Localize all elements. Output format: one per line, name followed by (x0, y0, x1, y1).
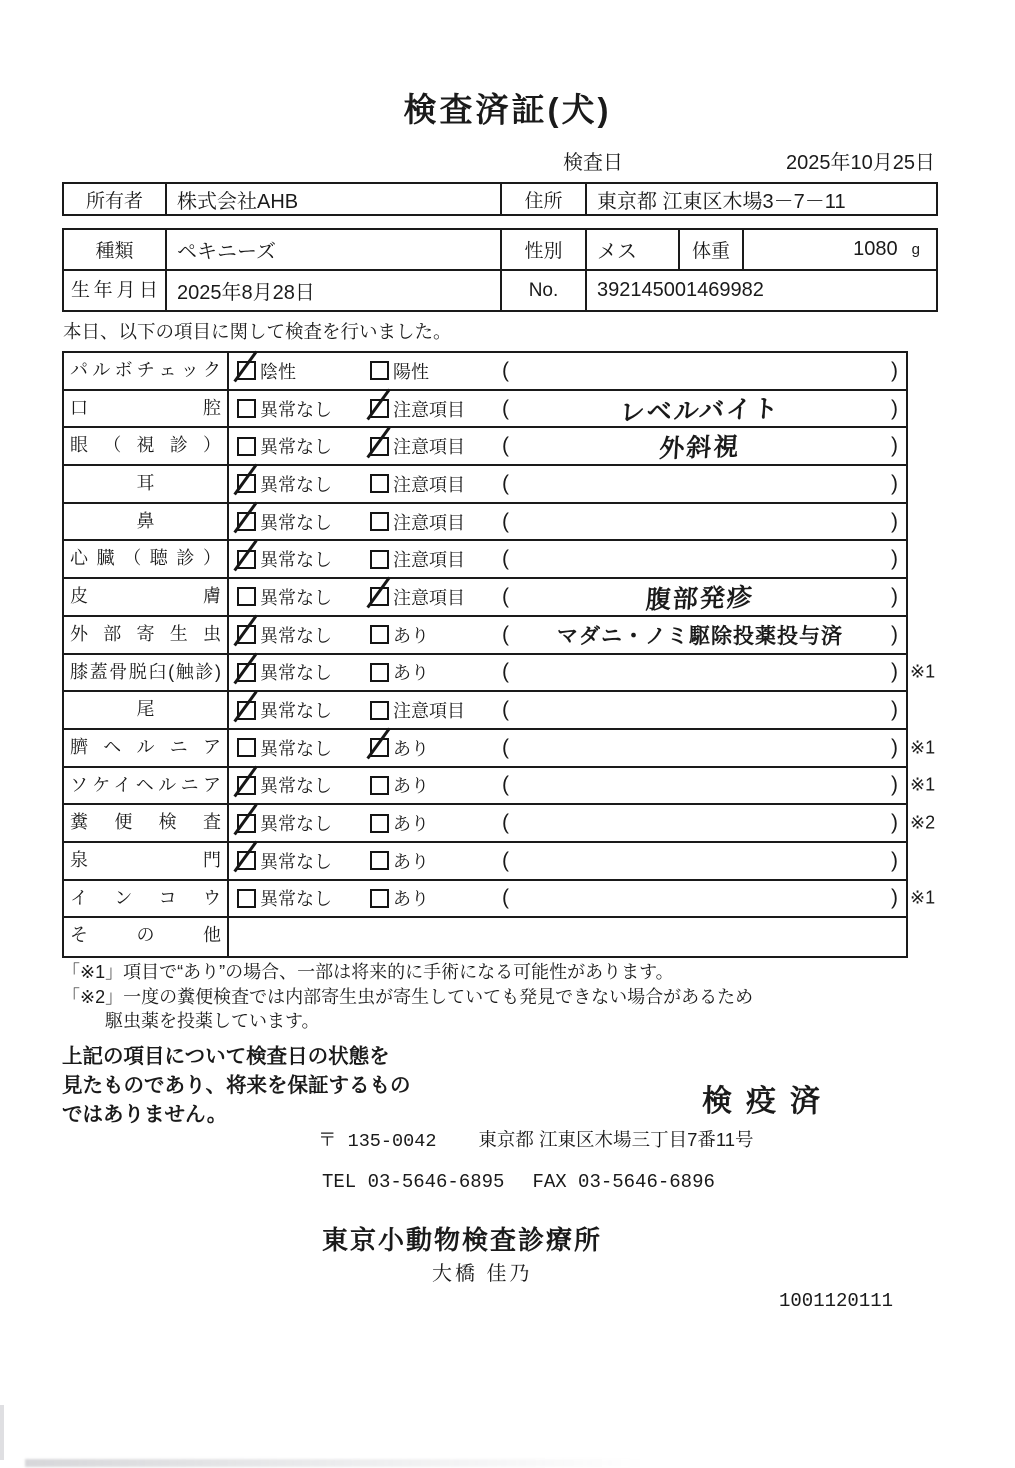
birth-label (64, 271, 167, 310)
checkbox-icon (370, 814, 389, 833)
finding-parens: ( レベルバイト ) (502, 391, 906, 427)
checkbox-icon (370, 587, 389, 606)
finding-parens: ( ) (502, 848, 898, 872)
option-normal: 異常なし (237, 848, 370, 874)
finding-note: 腹部発疹 (645, 583, 755, 615)
birth-label-text: 生年月日 (71, 279, 158, 301)
finding-parens: ( ) (502, 471, 898, 495)
weight-value: 1080 (853, 238, 898, 260)
tel-fax-row (322, 1171, 715, 1193)
finding-parens: ( ) (502, 358, 898, 382)
option-normal: 異常なし (237, 584, 370, 610)
exam-item-label: その他 (64, 918, 229, 956)
option-caution: 注意項目 (370, 396, 502, 422)
checkbox-icon (370, 512, 389, 531)
option-normal: 異常なし (237, 509, 370, 535)
table-row-parvo (64, 353, 906, 391)
option-present: あり (370, 772, 502, 798)
table-row-umbilical-hernia (64, 730, 936, 768)
disclaimer-line-3: ではありません。 (62, 1103, 228, 1126)
option-present: あり (370, 885, 502, 911)
checkbox-icon (237, 738, 256, 757)
clinic-address: 東京都 江東区木場三丁目7番11号 (478, 1129, 754, 1150)
checkbox-icon (237, 814, 256, 833)
pet-row-birth (64, 271, 936, 310)
finding-parens: ( 外斜視 ) (502, 428, 906, 464)
table-row-other (64, 918, 906, 956)
exam-item-label: 眼（視診） (64, 428, 229, 464)
exam-date-value: 2025年10月25日 (786, 152, 935, 174)
birth-value: 2025年8月28日 (167, 271, 502, 310)
no-value: 392145001469982 (597, 279, 764, 301)
table-row-inkou (64, 881, 936, 919)
checkbox-icon (370, 851, 389, 870)
option-caution: 注意項目 (370, 471, 502, 497)
disclaimer-statement (62, 1042, 411, 1129)
disclaimer-line-2: 見たものであり、将来を保証するもの (62, 1074, 411, 1097)
option-present: あり (370, 735, 502, 761)
disclaimer-line-1: 上記の項目について検査日の状態を (62, 1045, 390, 1068)
scan-artifact-left (0, 1405, 4, 1460)
checkbox-icon (237, 437, 256, 456)
address-label: 住所 (502, 184, 587, 214)
pet-row-breed (64, 230, 936, 271)
footnote-2-cont: 駆虫薬を投薬しています。 (105, 1011, 320, 1031)
checkbox-icon (370, 550, 389, 569)
owner-info-box (62, 182, 938, 216)
table-row-eyes (64, 428, 906, 466)
exam-item-label: 糞便検査 (64, 805, 229, 841)
checkbox-icon (237, 474, 256, 493)
exam-item-label: 臍ヘルニア (64, 730, 229, 766)
footnote-ref: ※1 (910, 774, 936, 795)
exam-item-label: 耳 (64, 466, 229, 502)
finding-parens: ( ) (502, 886, 898, 910)
checkbox-icon (237, 625, 256, 644)
sex-label: 性別 (502, 230, 587, 269)
checkbox-icon (237, 701, 256, 720)
exam-item-label: インコウ (64, 881, 229, 917)
table-row-parasites (64, 617, 906, 655)
breed-label: 種類 (64, 230, 167, 269)
weight-label: 体重 (680, 230, 744, 269)
checkbox-icon (370, 776, 389, 795)
table-row-patella (64, 655, 936, 693)
checkbox-icon (370, 361, 389, 380)
option-present: あり (370, 622, 502, 648)
finding-parens: ( ) (502, 735, 898, 759)
checkbox-icon (237, 399, 256, 418)
option-negative: 陰性 (237, 358, 370, 384)
checkbox-icon (370, 399, 389, 418)
footnote-2: 「※2」一度の糞便検査では内部寄生虫が寄生していても発見できない場合があるため (62, 986, 754, 1007)
address-value: 東京都 江東区木場3－7－11 (597, 190, 846, 213)
table-row-nose (64, 504, 906, 542)
checkbox-icon (237, 663, 256, 682)
option-caution: 注意項目 (370, 697, 502, 723)
exam-date-row (563, 146, 935, 175)
page-title: 検査済証(犬) (403, 91, 612, 128)
option-normal: 異常なし (237, 396, 370, 422)
checkbox-icon (370, 437, 389, 456)
table-row-mouth (64, 391, 906, 429)
footnote-ref: ※1 (910, 887, 936, 908)
finding-parens: ( ) (502, 698, 898, 722)
option-normal: 異常なし (237, 659, 370, 685)
finding-parens: ( ) (502, 547, 898, 571)
table-row-ears (64, 466, 906, 504)
option-normal: 異常なし (237, 885, 370, 911)
option-normal: 異常なし (237, 772, 370, 798)
weight-cell (744, 230, 936, 269)
checkbox-icon (370, 701, 389, 720)
owner-label: 所有者 (64, 184, 167, 214)
exam-item-label: 泉門 (64, 843, 229, 879)
checkbox-icon (370, 474, 389, 493)
exam-item-label: 尾 (64, 692, 229, 728)
exam-item-label: 心臓（聴診） (64, 541, 229, 577)
checkbox-icon (237, 587, 256, 606)
checkbox-icon (370, 663, 389, 682)
exam-item-label: 外部寄生虫 (64, 617, 229, 653)
option-normal: 異常なし (237, 546, 370, 572)
exam-item-label: 鼻 (64, 504, 229, 540)
fax-number: FAX 03-5646-6896 (532, 1171, 715, 1193)
finding-note: マダニ・ノミ駆除投薬投与済 (557, 624, 843, 648)
finding-parens: ( ) (502, 660, 898, 684)
weight-unit: g (911, 241, 920, 258)
checkbox-icon (370, 625, 389, 644)
checkbox-icon (237, 361, 256, 380)
postal-code: 〒 135-0042 (318, 1131, 437, 1152)
tel-number: TEL 03-5646-6895 (322, 1171, 505, 1193)
clinic-name: 東京小動物検査診療所 (322, 1225, 603, 1255)
option-normal: 異常なし (237, 735, 370, 761)
option-caution: 注意項目 (370, 509, 502, 535)
sex-value: メス (587, 230, 680, 269)
footnote-1: 「※1」項目で“あり”の場合、一部は将来的に手術になる可能性があります。 (62, 962, 674, 982)
option-caution: 注意項目 (370, 433, 502, 459)
empty-cell (229, 918, 906, 956)
finding-note: レベルバイト (618, 394, 781, 427)
option-normal: 異常なし (237, 433, 370, 459)
lead-sentence: 本日、以下の項目に関して検査を行いました。 (63, 321, 452, 342)
finding-parens: ( ) (502, 811, 898, 835)
clinic-address-row (318, 1126, 754, 1152)
option-normal: 異常なし (237, 697, 370, 723)
footnote-ref: ※2 (910, 812, 936, 833)
footnotes (62, 960, 753, 1034)
footnote-ref: ※1 (910, 737, 936, 758)
table-row-tail (64, 692, 906, 730)
owner-value: 株式会社AHB (167, 184, 502, 214)
checkbox-icon (370, 738, 389, 757)
table-row-skin (64, 579, 906, 617)
table-row-fecal-exam (64, 805, 936, 843)
finding-parens: ( ) (502, 509, 898, 533)
option-caution: 注意項目 (370, 546, 502, 572)
exam-date-label: 検査日 (563, 152, 623, 174)
table-row-heart (64, 541, 906, 579)
finding-note: 外斜視 (658, 433, 742, 464)
exam-item-label: ソケイヘルニア (64, 768, 229, 804)
option-present: あり (370, 848, 502, 874)
exam-item-label: パルボチェック (64, 353, 229, 389)
option-normal: 異常なし (237, 810, 370, 836)
checkbox-icon (370, 889, 389, 908)
document-serial: 1001120111 (779, 1290, 894, 1312)
exam-item-label: 口腔 (64, 391, 229, 427)
finding-parens: ( マダニ・ノミ駆除投薬投与済 ) (502, 620, 906, 650)
checkbox-icon (237, 776, 256, 795)
checkbox-icon (237, 512, 256, 531)
option-caution: 注意項目 (370, 584, 502, 610)
table-row-fontanelle (64, 843, 906, 881)
pet-info-box (62, 228, 938, 312)
table-row-inguinal-hernia (64, 768, 936, 806)
option-positive: 陽性 (370, 358, 502, 384)
option-present: あり (370, 659, 502, 685)
option-present: あり (370, 810, 502, 836)
option-normal: 異常なし (237, 622, 370, 648)
finding-parens: ( ) (502, 773, 898, 797)
no-label: No. (502, 271, 587, 310)
quarantine-stamp: 検疫済 (702, 1085, 834, 1118)
scan-artifact-bottom (25, 1459, 645, 1467)
checkbox-icon (237, 889, 256, 908)
veterinarian-name: 大橋 佳乃 (432, 1263, 533, 1285)
checkbox-icon (237, 550, 256, 569)
exam-item-label: 膝蓋骨脱臼(触診) (64, 655, 229, 691)
breed-value: ペキニーズ (167, 230, 502, 269)
option-normal: 異常なし (237, 471, 370, 497)
finding-parens: ( 腹部発疹 ) (502, 579, 906, 615)
footnote-ref: ※1 (910, 661, 936, 682)
exam-item-label: 皮膚 (64, 579, 229, 615)
exam-table (62, 351, 936, 958)
checkbox-icon (237, 851, 256, 870)
